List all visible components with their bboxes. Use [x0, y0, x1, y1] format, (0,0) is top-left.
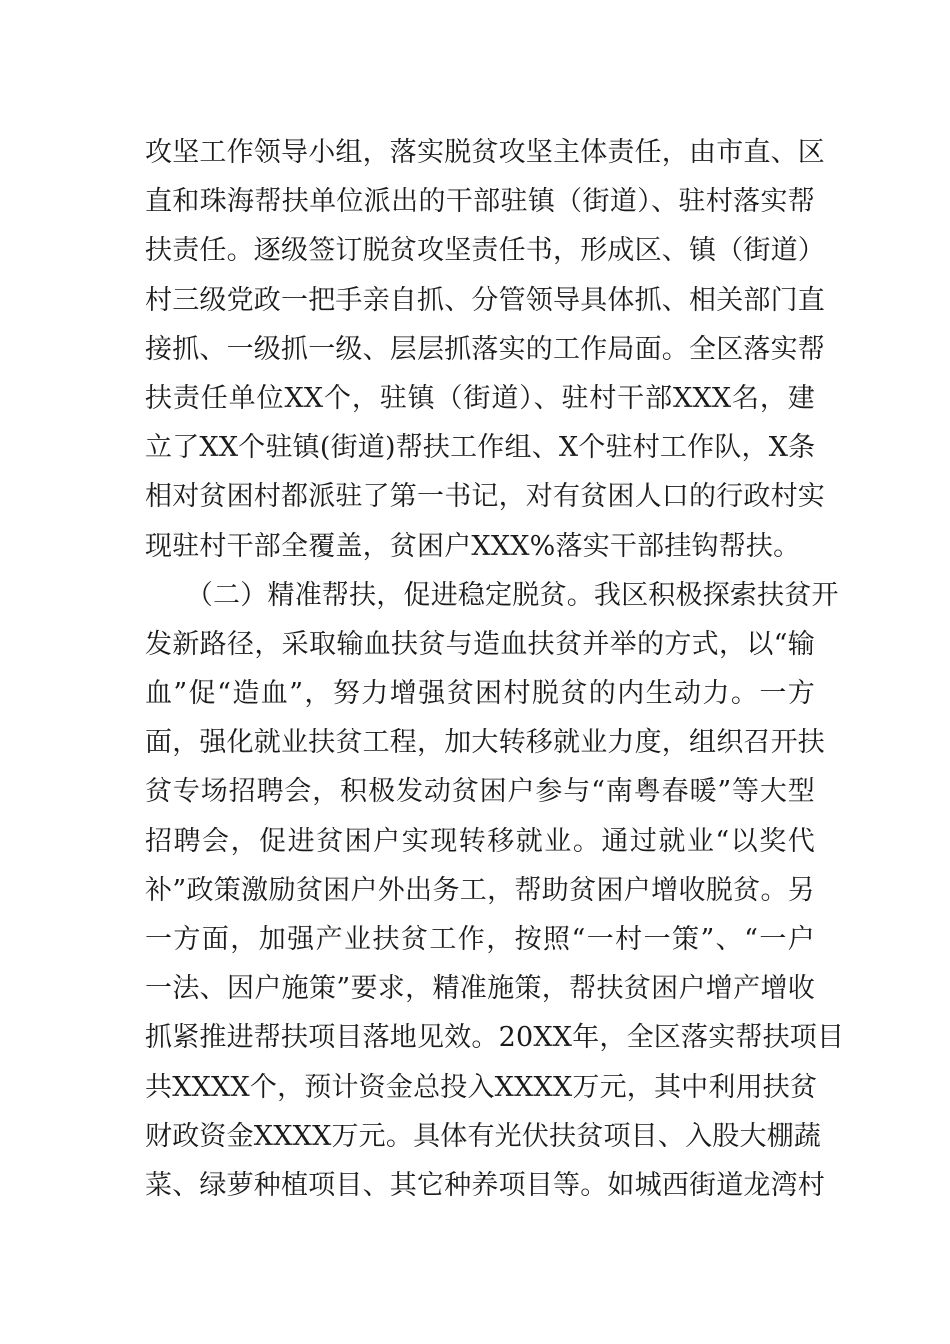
text-line: 攻坚工作领导小组，落实脱贫攻坚主体责任，由市直、区: [145, 137, 825, 168]
text-line: 一方面，加强产业扶贫工作，按照“一村一策”、“一户: [145, 924, 815, 955]
text-line: 现驻村干部全覆盖，贫困户XXX%落实干部挂钩帮扶。: [145, 530, 801, 562]
text-line: 面，强化就业扶贫工程，加大转移就业力度，组织召开扶: [145, 727, 825, 759]
text-line: 立了XX个驻镇(街道)帮扶工作组、X个驻村工作队，X条: [145, 432, 816, 464]
text-line: 扶责任单位XX个，驻镇（街道）、驻村干部XXX名，建: [145, 382, 815, 414]
text-line: 扶责任。逐级签订脱贫攻坚责任书，形成区、镇（街道）: [145, 235, 825, 267]
text-line: 直和珠海帮扶单位派出的干部驻镇（街道）、驻村落实帮: [145, 186, 815, 218]
text-line: 血”促“造血”，努力增强贫困村脱贫的内生动力。一方: [145, 678, 815, 710]
text-line: 相对贫困村都派驻了第一书记，对有贫困人口的行政村实: [145, 481, 825, 513]
text-line: 村三级党政一把手亲自抓、分管领导具体抓、相关部门直: [145, 284, 825, 316]
text-line: 招聘会，促进贫困户实现转移就业。通过就业“以奖代: [145, 825, 815, 857]
text-line: 补”政策激励贫困户外出务工，帮助贫困户增收脱贫。另: [145, 874, 815, 906]
text-line: 贫专场招聘会，积极发动贫困户参与“南粤春暖”等大型: [145, 776, 815, 808]
text-line: 发新路径，采取输血扶贫与造血扶贫并举的方式，以“输: [145, 628, 815, 660]
text-line: 财政资金XXXX万元。具体有光伏扶贫项目、入股大棚蔬: [145, 1120, 822, 1152]
text-line: 共XXXX个，预计资金总投入XXXX万元，其中利用扶贫: [145, 1071, 818, 1103]
text-line: 抓紧推进帮扶项目落地见效。20XX年，全区落实帮扶项目: [145, 1022, 845, 1054]
text-line: （二）精准帮扶，促进稳定脱贫。我区积极探索扶贫开: [145, 579, 839, 611]
text-line: 一法、因户施策”要求，精准施策，帮扶贫困户增产增收: [145, 973, 815, 1005]
text-line: 菜、绿萝种植项目、其它种养项目等。如城西街道龙湾村: [145, 1169, 825, 1201]
body-text: [145, 128, 845, 1210]
text-line: 接抓、一级抓一级、层层抓落实的工作局面。全区落实帮: [145, 333, 825, 365]
